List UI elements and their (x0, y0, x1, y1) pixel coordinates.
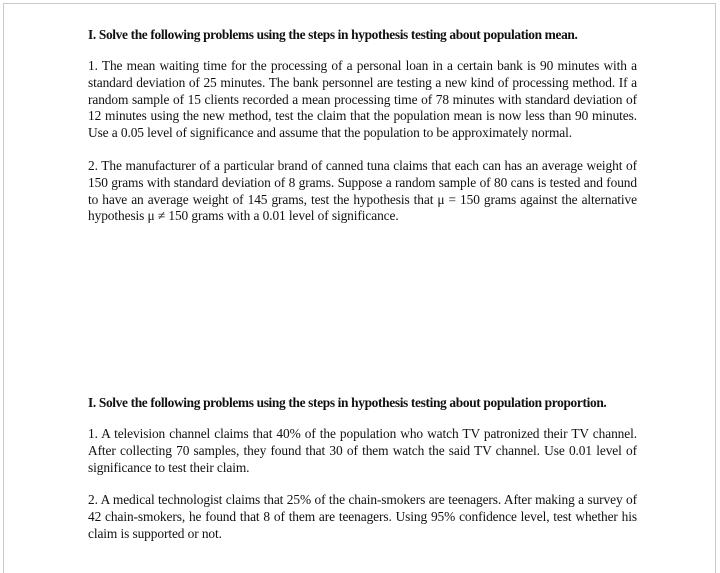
document-page (3, 3, 716, 573)
section-population-proportion (88, 394, 637, 559)
section-heading: I. Solve the following problems using the steps in hypothesis testing about population mean. (88, 27, 578, 42)
section-heading: I. Solve the following problems using the steps in hypothesis testing about population proportion. (88, 395, 607, 410)
problem-item: 1. The mean waiting time for the processing of a personal loan in a certain bank is 90 minutes with a standard deviation of 25 minutes. The bank personnel are testing a new kind of processing method. If a random sample of 15 clients recorded a mean processing time of 78 minutes with standard deviation of 12 minutes using the new method, test the claim that the population mean is now less than 90 minutes. Use a 0.05 level of significance and assume that the population to be approximately normal. (88, 58, 637, 141)
section-population-mean (88, 26, 637, 241)
problem-item: 1. A television channel claims that 40% of the population who watch TV patronized their TV channel. After collecting 70 samples, they found that 30 of them watch the said TV channel. Use 0.01 level of significance to test their claim. (88, 426, 637, 475)
problem-item: 2. The manufacturer of a particular brand of canned tuna claims that each can has an average weight of 150 grams with standard deviation of 8 grams. Suppose a random sample of 80 cans is tested and found to have an average weight of 145 grams, test the hypothesis that μ = 150 grams against the alternative hypothesis μ ≠ 150 grams with a 0.01 level of significance. (88, 157, 637, 224)
problem-item: 2. A medical technologist claims that 25% of the chain-smokers are teenagers. After making a survey of 42 chain-smokers, he found that 8 of them are teenagers. Using 95% confidence level, test whether his claim is supported or not. (88, 492, 637, 541)
